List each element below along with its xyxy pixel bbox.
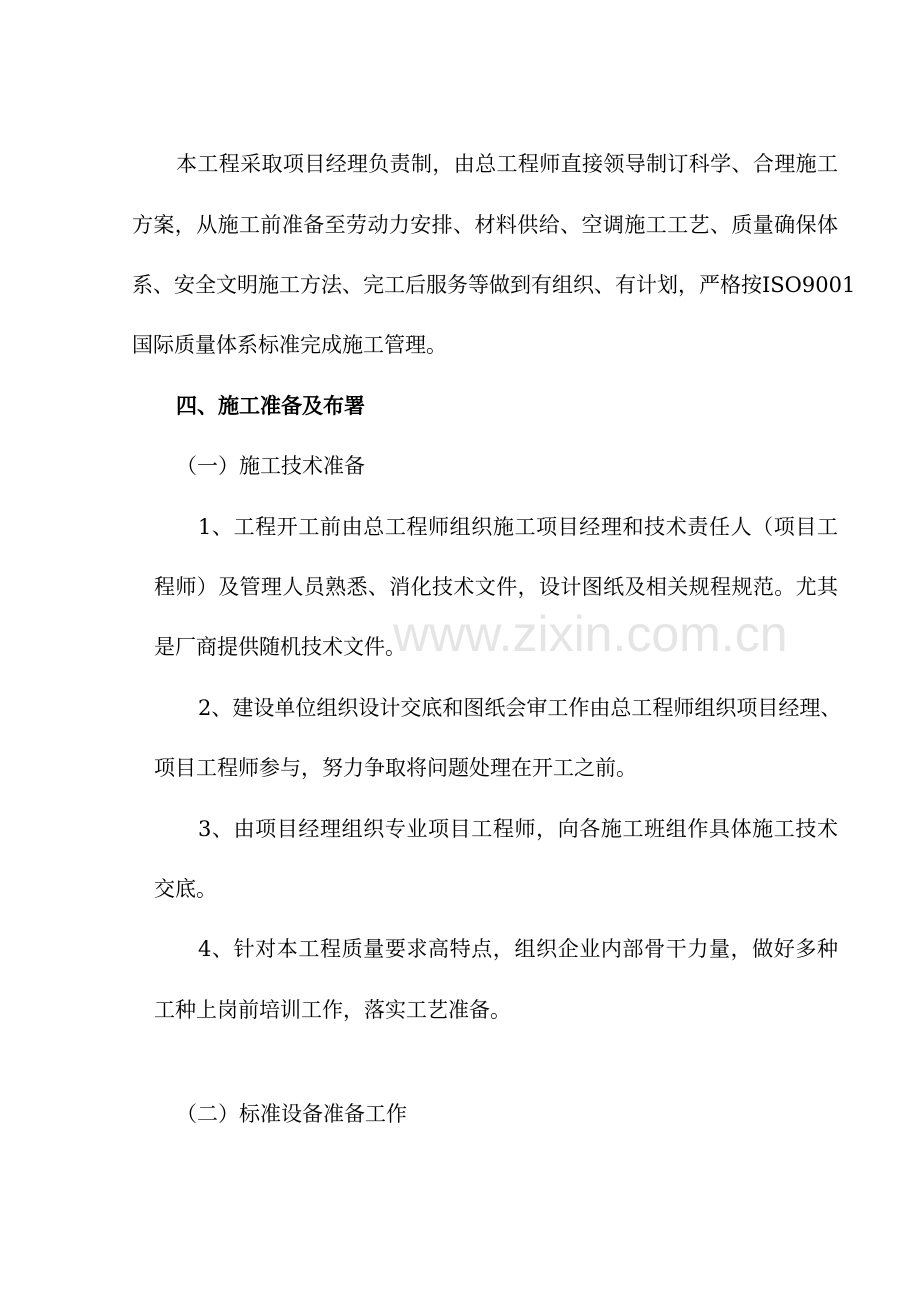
item-4-line-1: 4、针对本工程质量要求高特点，组织企业内部骨干力量，做好多种: [198, 937, 838, 961]
item-4-line-2: 工种上岗前培训工作，落实工艺准备。: [154, 998, 511, 1022]
subsection-heading-1: （一）施工技术准备: [176, 454, 365, 478]
intro-line-3: 系、安全文明施工方法、完工后服务等做到有组织、有计划，严格按ISO9001: [132, 273, 856, 297]
item-1-line-2: 程师）及管理人员熟悉、消化技术文件，设计图纸及相关规程规范。尤其: [154, 575, 838, 599]
watermark: www.zixin.com.cn: [393, 606, 788, 662]
intro-line-2: 方案，从施工前准备至劳动力安排、材料供给、空调施工工艺、质量确保体: [132, 213, 838, 237]
item-3-line-2: 交底。: [154, 877, 217, 901]
item-1-line-3: 是厂商提供随机技术文件。: [154, 635, 406, 659]
intro-line-1: 本工程采取项目经理负责制，由总工程师直接领导制订科学、合理施工: [176, 152, 838, 176]
item-3-line-1: 3、由项目经理组织专业项目工程师，向各施工班组作具体施工技术: [198, 817, 838, 841]
subsection-heading-2: （二）标准设备准备工作: [176, 1102, 407, 1126]
section-heading: 四、施工准备及布署: [176, 393, 365, 418]
item-1-line-1: 1、工程开工前由总工程师组织施工项目经理和技术责任人（项目工: [198, 515, 838, 539]
item-2-line-1: 2、建设单位组织设计交底和图纸会审工作由总工程师组织项目经理、: [198, 696, 842, 720]
item-2-line-2: 项目工程师参与，努力争取将问题处理在开工之前。: [154, 756, 637, 780]
intro-line-4: 国际质量体系标准完成施工管理。: [132, 333, 447, 357]
